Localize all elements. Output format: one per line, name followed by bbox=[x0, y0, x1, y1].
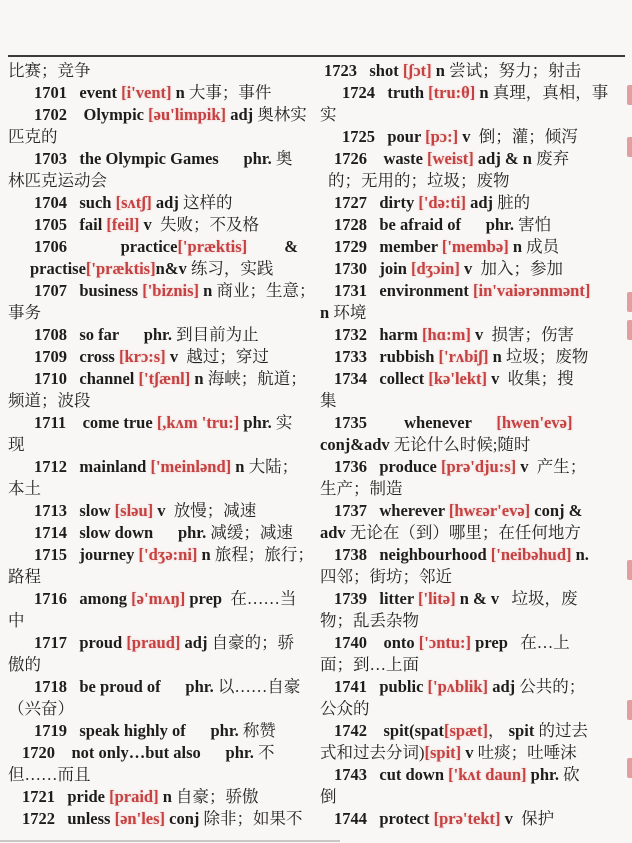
entry-line bbox=[320, 82, 626, 104]
continuation-line bbox=[320, 434, 626, 456]
entry-line bbox=[8, 544, 320, 566]
phonetic-text: [spæt] bbox=[444, 721, 489, 740]
chinese-text: 匹克的 bbox=[8, 127, 58, 146]
english-text: v bbox=[470, 325, 492, 344]
chinese-text: 损害；伤害 bbox=[491, 325, 575, 344]
chinese-text: 奥林实 bbox=[257, 105, 307, 124]
phonetic-text: ['biznis] bbox=[142, 281, 200, 300]
english-text: 1733 rubbish bbox=[334, 347, 439, 366]
english-text: 1708 so far phr. bbox=[34, 325, 172, 344]
continuation-line bbox=[320, 786, 626, 808]
chinese-text: 本土 bbox=[8, 479, 41, 498]
continuation-line bbox=[8, 478, 320, 500]
phonetic-text: [praid] bbox=[109, 787, 159, 806]
chinese-text: 成员 bbox=[526, 237, 560, 256]
phonetic-text: [ʃɔt] bbox=[402, 61, 432, 80]
english-text: 1743 cut down bbox=[334, 765, 449, 784]
entry-line bbox=[8, 412, 320, 434]
english-text: 1718 be proud of phr. bbox=[34, 677, 214, 696]
english-text: 1742 spit(spat bbox=[334, 721, 445, 740]
right-column bbox=[320, 60, 626, 830]
phonetic-text: ['pʌblik] bbox=[427, 677, 489, 696]
chinese-text: 无论在（到）哪里；在任何地方 bbox=[349, 523, 581, 542]
phonetic-text: [ən'les] bbox=[114, 809, 166, 828]
chinese-text: 四邻；街坊；邻近 bbox=[320, 567, 452, 586]
english-text: n bbox=[320, 303, 334, 322]
phonetic-text: [in'vaiərənmənt] bbox=[473, 281, 591, 300]
english-text: 1711 come true bbox=[34, 413, 157, 432]
english-text: 1730 join bbox=[334, 259, 412, 278]
english-text: n bbox=[475, 83, 493, 102]
chinese-text: 集 bbox=[320, 391, 337, 410]
chinese-text: 加入；参加 bbox=[480, 259, 563, 278]
english-text: n bbox=[197, 545, 215, 564]
chinese-text: 真理，真相，事 bbox=[492, 83, 609, 102]
entry-line bbox=[8, 522, 320, 544]
chinese-text: 砍 bbox=[563, 765, 580, 784]
entry-line bbox=[320, 126, 626, 148]
chinese-text: 倒 bbox=[320, 787, 337, 806]
english-text: 1744 protect bbox=[334, 809, 434, 828]
english-text: 1724 truth bbox=[342, 83, 429, 102]
english-text: 1740 onto bbox=[334, 633, 419, 652]
chinese-text: 练习，实践 bbox=[190, 259, 274, 278]
phonetic-text: [kə'lekt] bbox=[428, 369, 488, 388]
phonetic-text: [hwen'evə] bbox=[496, 413, 573, 432]
entry-line bbox=[320, 544, 626, 566]
entry-line bbox=[8, 808, 320, 830]
english-text: n bbox=[231, 457, 249, 476]
chinese-text: 除非；如果不 bbox=[203, 809, 303, 828]
continuation-line bbox=[320, 302, 626, 324]
english-text: 1725 pour bbox=[342, 127, 426, 146]
entry-line bbox=[320, 236, 626, 258]
phonetic-text: [ə'mʌŋ] bbox=[131, 589, 186, 608]
entry-line bbox=[8, 346, 320, 368]
chinese-text: 的过去 bbox=[538, 721, 588, 740]
english-text: 1734 collect bbox=[334, 369, 429, 388]
english-text: n & v bbox=[455, 589, 512, 608]
english-text: v bbox=[458, 127, 479, 146]
english-text: 1710 channel bbox=[34, 369, 139, 388]
english-text: n bbox=[190, 369, 208, 388]
english-text: 1735 whenever bbox=[334, 413, 497, 432]
chinese-text: 越过；穿过 bbox=[186, 347, 269, 366]
english-text: n&v bbox=[155, 259, 191, 278]
chinese-text: 在…上 bbox=[520, 633, 570, 652]
bottom-rule bbox=[0, 840, 340, 842]
chinese-text: 公共的； bbox=[519, 677, 586, 696]
chinese-text: 路程 bbox=[8, 567, 41, 586]
entry-line bbox=[8, 258, 320, 280]
phonetic-text: [,kʌm 'tru:] bbox=[156, 413, 240, 432]
phonetic-text: [prə'tekt] bbox=[433, 809, 501, 828]
chinese-text: 到目前为止 bbox=[171, 325, 259, 344]
phonetic-text: [dʒɔin] bbox=[411, 259, 460, 278]
chinese-text: 环境 bbox=[333, 303, 367, 322]
top-rule bbox=[8, 55, 625, 57]
chinese-text: 比赛；竞争 bbox=[8, 61, 91, 80]
phonetic-text: [praud] bbox=[126, 633, 181, 652]
continuation-line bbox=[8, 170, 320, 192]
english-text: 1737 wherever bbox=[334, 501, 449, 520]
english-text: adj bbox=[466, 193, 498, 212]
english-text: 1736 produce bbox=[334, 457, 441, 476]
entry-line bbox=[320, 192, 626, 214]
english-text: phr. bbox=[526, 765, 564, 784]
phonetic-text: [pɔ:] bbox=[425, 127, 459, 146]
entry-line bbox=[8, 676, 320, 698]
chinese-text: 奥 bbox=[271, 149, 293, 168]
english-text: 1715 journey bbox=[34, 545, 139, 564]
phonetic-text: ['præktis] bbox=[85, 259, 156, 278]
continuation-line bbox=[320, 104, 626, 126]
english-text: v bbox=[459, 259, 481, 278]
chinese-text: 海峡；航道； bbox=[207, 369, 307, 388]
chinese-text: 倒；灌；倾泻 bbox=[478, 127, 578, 146]
phonetic-text: ['meinlənd] bbox=[150, 457, 232, 476]
phonetic-text: [hwɛər'evə] bbox=[448, 501, 531, 520]
entry-line bbox=[320, 456, 626, 478]
english-text: 1704 such bbox=[34, 193, 116, 212]
entry-line bbox=[320, 258, 626, 280]
entry-line bbox=[320, 368, 626, 390]
continuation-line bbox=[8, 698, 320, 720]
phonetic-text: [tru:θ] bbox=[428, 83, 476, 102]
chinese-text: 面；到…上面 bbox=[320, 655, 419, 674]
red-bleed-mark bbox=[627, 560, 632, 580]
entry-line bbox=[320, 280, 626, 302]
english-text: v bbox=[500, 809, 522, 828]
english-text: conj bbox=[165, 809, 204, 828]
continuation-line bbox=[8, 60, 320, 82]
chinese-text: 旅程；旅行； bbox=[214, 545, 314, 564]
continuation-line bbox=[8, 390, 320, 412]
english-text: 1722 unless bbox=[22, 809, 115, 828]
english-text: n bbox=[508, 237, 527, 256]
continuation-line bbox=[320, 522, 626, 544]
english-text: 1726 waste bbox=[334, 149, 428, 168]
phonetic-text: ['kʌt daun] bbox=[448, 765, 527, 784]
english-text: 1702 Olympic bbox=[34, 105, 149, 124]
chinese-text: 无论什么时候;随时 bbox=[393, 435, 531, 454]
continuation-line bbox=[320, 390, 626, 412]
phonetic-text: ['ɔntu:] bbox=[418, 633, 472, 652]
phonetic-text: [əu'limpik] bbox=[148, 105, 227, 124]
entry-line bbox=[8, 324, 320, 346]
entry-line bbox=[8, 720, 320, 742]
red-bleed-mark bbox=[627, 700, 632, 720]
entry-line bbox=[8, 588, 320, 610]
english-text: prep bbox=[471, 633, 521, 652]
english-text: 1731 environment bbox=[334, 281, 474, 300]
red-bleed-mark bbox=[627, 320, 632, 340]
phonetic-text: [i'vent] bbox=[121, 83, 172, 102]
entry-line bbox=[320, 676, 626, 698]
entry-line bbox=[320, 720, 626, 742]
chinese-text: 废弃 bbox=[536, 149, 570, 168]
phonetic-text: [sʌtʃ] bbox=[115, 193, 152, 212]
phonetic-text: ['membə] bbox=[441, 237, 509, 256]
entry-line bbox=[8, 148, 320, 170]
phonetic-text: ['neibəhud] bbox=[490, 545, 572, 564]
chinese-text: 生产；制造 bbox=[320, 479, 403, 498]
phonetic-text: [sləu] bbox=[114, 501, 154, 520]
continuation-line bbox=[320, 478, 626, 500]
english-text: n bbox=[171, 83, 189, 102]
chinese-text: 林匹克运动会 bbox=[8, 171, 107, 190]
chinese-text: 产生； bbox=[536, 457, 587, 476]
chinese-text: 频道；波段 bbox=[8, 391, 91, 410]
english-text: 1728 be afraid of phr. bbox=[334, 215, 514, 234]
english-text: conj & bbox=[530, 501, 583, 520]
entry-line bbox=[320, 412, 626, 434]
phonetic-text: [krɔ:s] bbox=[118, 347, 166, 366]
english-text: n bbox=[488, 347, 506, 366]
english-text: 1723 shot bbox=[324, 61, 403, 80]
chinese-text: 以……自豪 bbox=[213, 677, 301, 696]
continuation-line bbox=[8, 654, 320, 676]
entry-line bbox=[320, 324, 626, 346]
chinese-text: 现 bbox=[8, 435, 25, 454]
phonetic-text: ['dʒə:ni] bbox=[138, 545, 198, 564]
phonetic-text: [prə'dju:s] bbox=[440, 457, 517, 476]
english-text: 1707 business bbox=[34, 281, 143, 300]
entry-line bbox=[320, 808, 626, 830]
continuation-line bbox=[8, 302, 320, 324]
english-text: n. bbox=[571, 545, 589, 564]
chinese-text: 式和过去分词) bbox=[320, 743, 425, 762]
english-text: adj bbox=[180, 633, 212, 652]
entry-line bbox=[320, 346, 626, 368]
english-text: n bbox=[158, 787, 177, 806]
chinese-text: ， bbox=[488, 721, 509, 740]
entry-line bbox=[8, 192, 320, 214]
phonetic-text: [feil] bbox=[106, 215, 140, 234]
chinese-text: 物；乱丢杂物 bbox=[320, 611, 419, 630]
english-text: 1716 among bbox=[34, 589, 132, 608]
chinese-text: 大陆； bbox=[248, 457, 299, 476]
english-text: v bbox=[461, 743, 478, 762]
entry-line bbox=[320, 170, 626, 192]
entry-line bbox=[8, 236, 320, 258]
entry-line bbox=[320, 60, 626, 82]
phonetic-text: [hɑ:m] bbox=[422, 325, 471, 344]
chinese-text: 在……当 bbox=[230, 589, 297, 608]
chinese-text: 失败；不及格 bbox=[160, 215, 260, 234]
chinese-text: 减缓；减速 bbox=[206, 523, 293, 542]
phonetic-text: ['litə] bbox=[418, 589, 456, 608]
chinese-text: 大事；事件 bbox=[188, 83, 272, 102]
red-bleed-mark bbox=[627, 758, 632, 778]
english-text: 1706 practice bbox=[34, 237, 178, 256]
red-bleed-mark bbox=[627, 137, 632, 157]
english-text: 1713 slow bbox=[34, 501, 115, 520]
continuation-line bbox=[320, 566, 626, 588]
chinese-text: 这样的 bbox=[182, 193, 233, 212]
chinese-text: 害怕 bbox=[514, 215, 552, 234]
english-text: prep bbox=[185, 589, 231, 608]
chinese-text: 中 bbox=[8, 611, 25, 630]
chinese-text: 实 bbox=[275, 413, 293, 432]
phonetic-text: ['tʃænl] bbox=[138, 369, 191, 388]
phonetic-text: ['də:ti] bbox=[418, 193, 466, 212]
chinese-text: 事务 bbox=[8, 303, 41, 322]
chinese-text: 不 bbox=[253, 743, 275, 762]
english-text: 1717 proud bbox=[34, 633, 127, 652]
english-text: v bbox=[139, 215, 161, 234]
continuation-line bbox=[320, 610, 626, 632]
red-bleed-mark bbox=[627, 85, 632, 105]
continuation-line bbox=[320, 742, 626, 764]
entry-line bbox=[8, 742, 320, 764]
chinese-text: （兴奋） bbox=[8, 699, 74, 718]
english-text: 1721 pride bbox=[22, 787, 110, 806]
chinese-text: 实 bbox=[320, 105, 337, 124]
continuation-line bbox=[8, 764, 320, 786]
english-text: 1727 dirty bbox=[334, 193, 419, 212]
continuation-line bbox=[8, 126, 320, 148]
english-text: v bbox=[516, 457, 537, 476]
entry-line bbox=[320, 148, 626, 170]
entry-line bbox=[320, 588, 626, 610]
english-text: n bbox=[431, 61, 450, 80]
continuation-line bbox=[320, 654, 626, 676]
chinese-text: 但……而且 bbox=[8, 765, 91, 784]
chinese-text: 垃圾，废 bbox=[511, 589, 578, 608]
left-column bbox=[8, 60, 320, 830]
chinese-text: 商业；生意； bbox=[216, 281, 316, 300]
english-text: 1712 mainland bbox=[34, 457, 151, 476]
entry-line bbox=[320, 632, 626, 654]
chinese-text: 公众的 bbox=[320, 699, 370, 718]
entry-line bbox=[8, 456, 320, 478]
entry-line bbox=[8, 280, 320, 302]
english-text: 1719 speak highly of phr. bbox=[34, 721, 239, 740]
english-text: adj bbox=[151, 193, 183, 212]
english-text: conj&adv bbox=[320, 435, 394, 454]
english-text: 1701 event bbox=[34, 83, 122, 102]
chinese-text: 放慢；减速 bbox=[173, 501, 257, 520]
english-text: & bbox=[247, 237, 298, 256]
continuation-line bbox=[8, 610, 320, 632]
english-text: n bbox=[199, 281, 217, 300]
chinese-text: 自豪；骄傲 bbox=[176, 787, 259, 806]
chinese-text: 称赞 bbox=[238, 721, 276, 740]
entry-line bbox=[8, 82, 320, 104]
chinese-text: 脏的 bbox=[497, 193, 531, 212]
english-text: 1705 fail bbox=[34, 215, 107, 234]
entry-line bbox=[8, 500, 320, 522]
entry-line bbox=[8, 104, 320, 126]
english-text: phr. bbox=[239, 413, 276, 432]
entry-line bbox=[8, 632, 320, 654]
entry-line bbox=[8, 786, 320, 808]
english-text: 1738 neighbourhood bbox=[334, 545, 491, 564]
entry-line bbox=[320, 500, 626, 522]
english-text: 1709 cross bbox=[34, 347, 119, 366]
chinese-text: 尝试；努力；射击 bbox=[449, 61, 582, 80]
english-text: adj bbox=[226, 105, 258, 124]
entry-line bbox=[320, 214, 626, 236]
entry-line bbox=[8, 214, 320, 236]
english-text: 1729 member bbox=[334, 237, 442, 256]
red-bleed-mark bbox=[627, 292, 632, 312]
english-text: 1741 public bbox=[334, 677, 428, 696]
continuation-line bbox=[320, 698, 626, 720]
chinese-text: 保护 bbox=[521, 809, 555, 828]
english-text: 1714 slow down phr. bbox=[34, 523, 207, 542]
chinese-text: 的；无用的；垃圾；废物 bbox=[328, 171, 510, 190]
english-text: v bbox=[165, 347, 187, 366]
english-text: adj & n bbox=[473, 149, 537, 168]
english-text: practise bbox=[30, 259, 86, 278]
english-text: 1739 litter bbox=[334, 589, 419, 608]
english-text: 1720 not only…but also phr. bbox=[22, 743, 254, 762]
english-text: v bbox=[153, 501, 174, 520]
continuation-line bbox=[8, 566, 320, 588]
phonetic-text: [spit] bbox=[424, 743, 462, 762]
chinese-text: 傲的 bbox=[8, 655, 41, 674]
english-text: spit bbox=[508, 721, 539, 740]
english-text: adj bbox=[488, 677, 520, 696]
phonetic-text: [weist] bbox=[427, 149, 474, 168]
chinese-text: 自豪的；骄 bbox=[211, 633, 295, 652]
english-text: adv bbox=[320, 523, 350, 542]
page-content bbox=[8, 60, 626, 830]
entry-line bbox=[8, 368, 320, 390]
english-text: 1732 harm bbox=[334, 325, 422, 344]
chinese-text: 吐痰；吐唾沫 bbox=[477, 743, 577, 762]
english-text: v bbox=[487, 369, 508, 388]
english-text: 1703 the Olympic Games phr. bbox=[34, 149, 272, 168]
continuation-line bbox=[8, 434, 320, 456]
phonetic-text: ['rʌbiʃ] bbox=[438, 347, 489, 366]
phonetic-text: ['præktis] bbox=[177, 237, 248, 256]
entry-line bbox=[320, 764, 626, 786]
chinese-text: 垃圾；废物 bbox=[505, 347, 589, 366]
chinese-text: 收集；搜 bbox=[507, 369, 574, 388]
